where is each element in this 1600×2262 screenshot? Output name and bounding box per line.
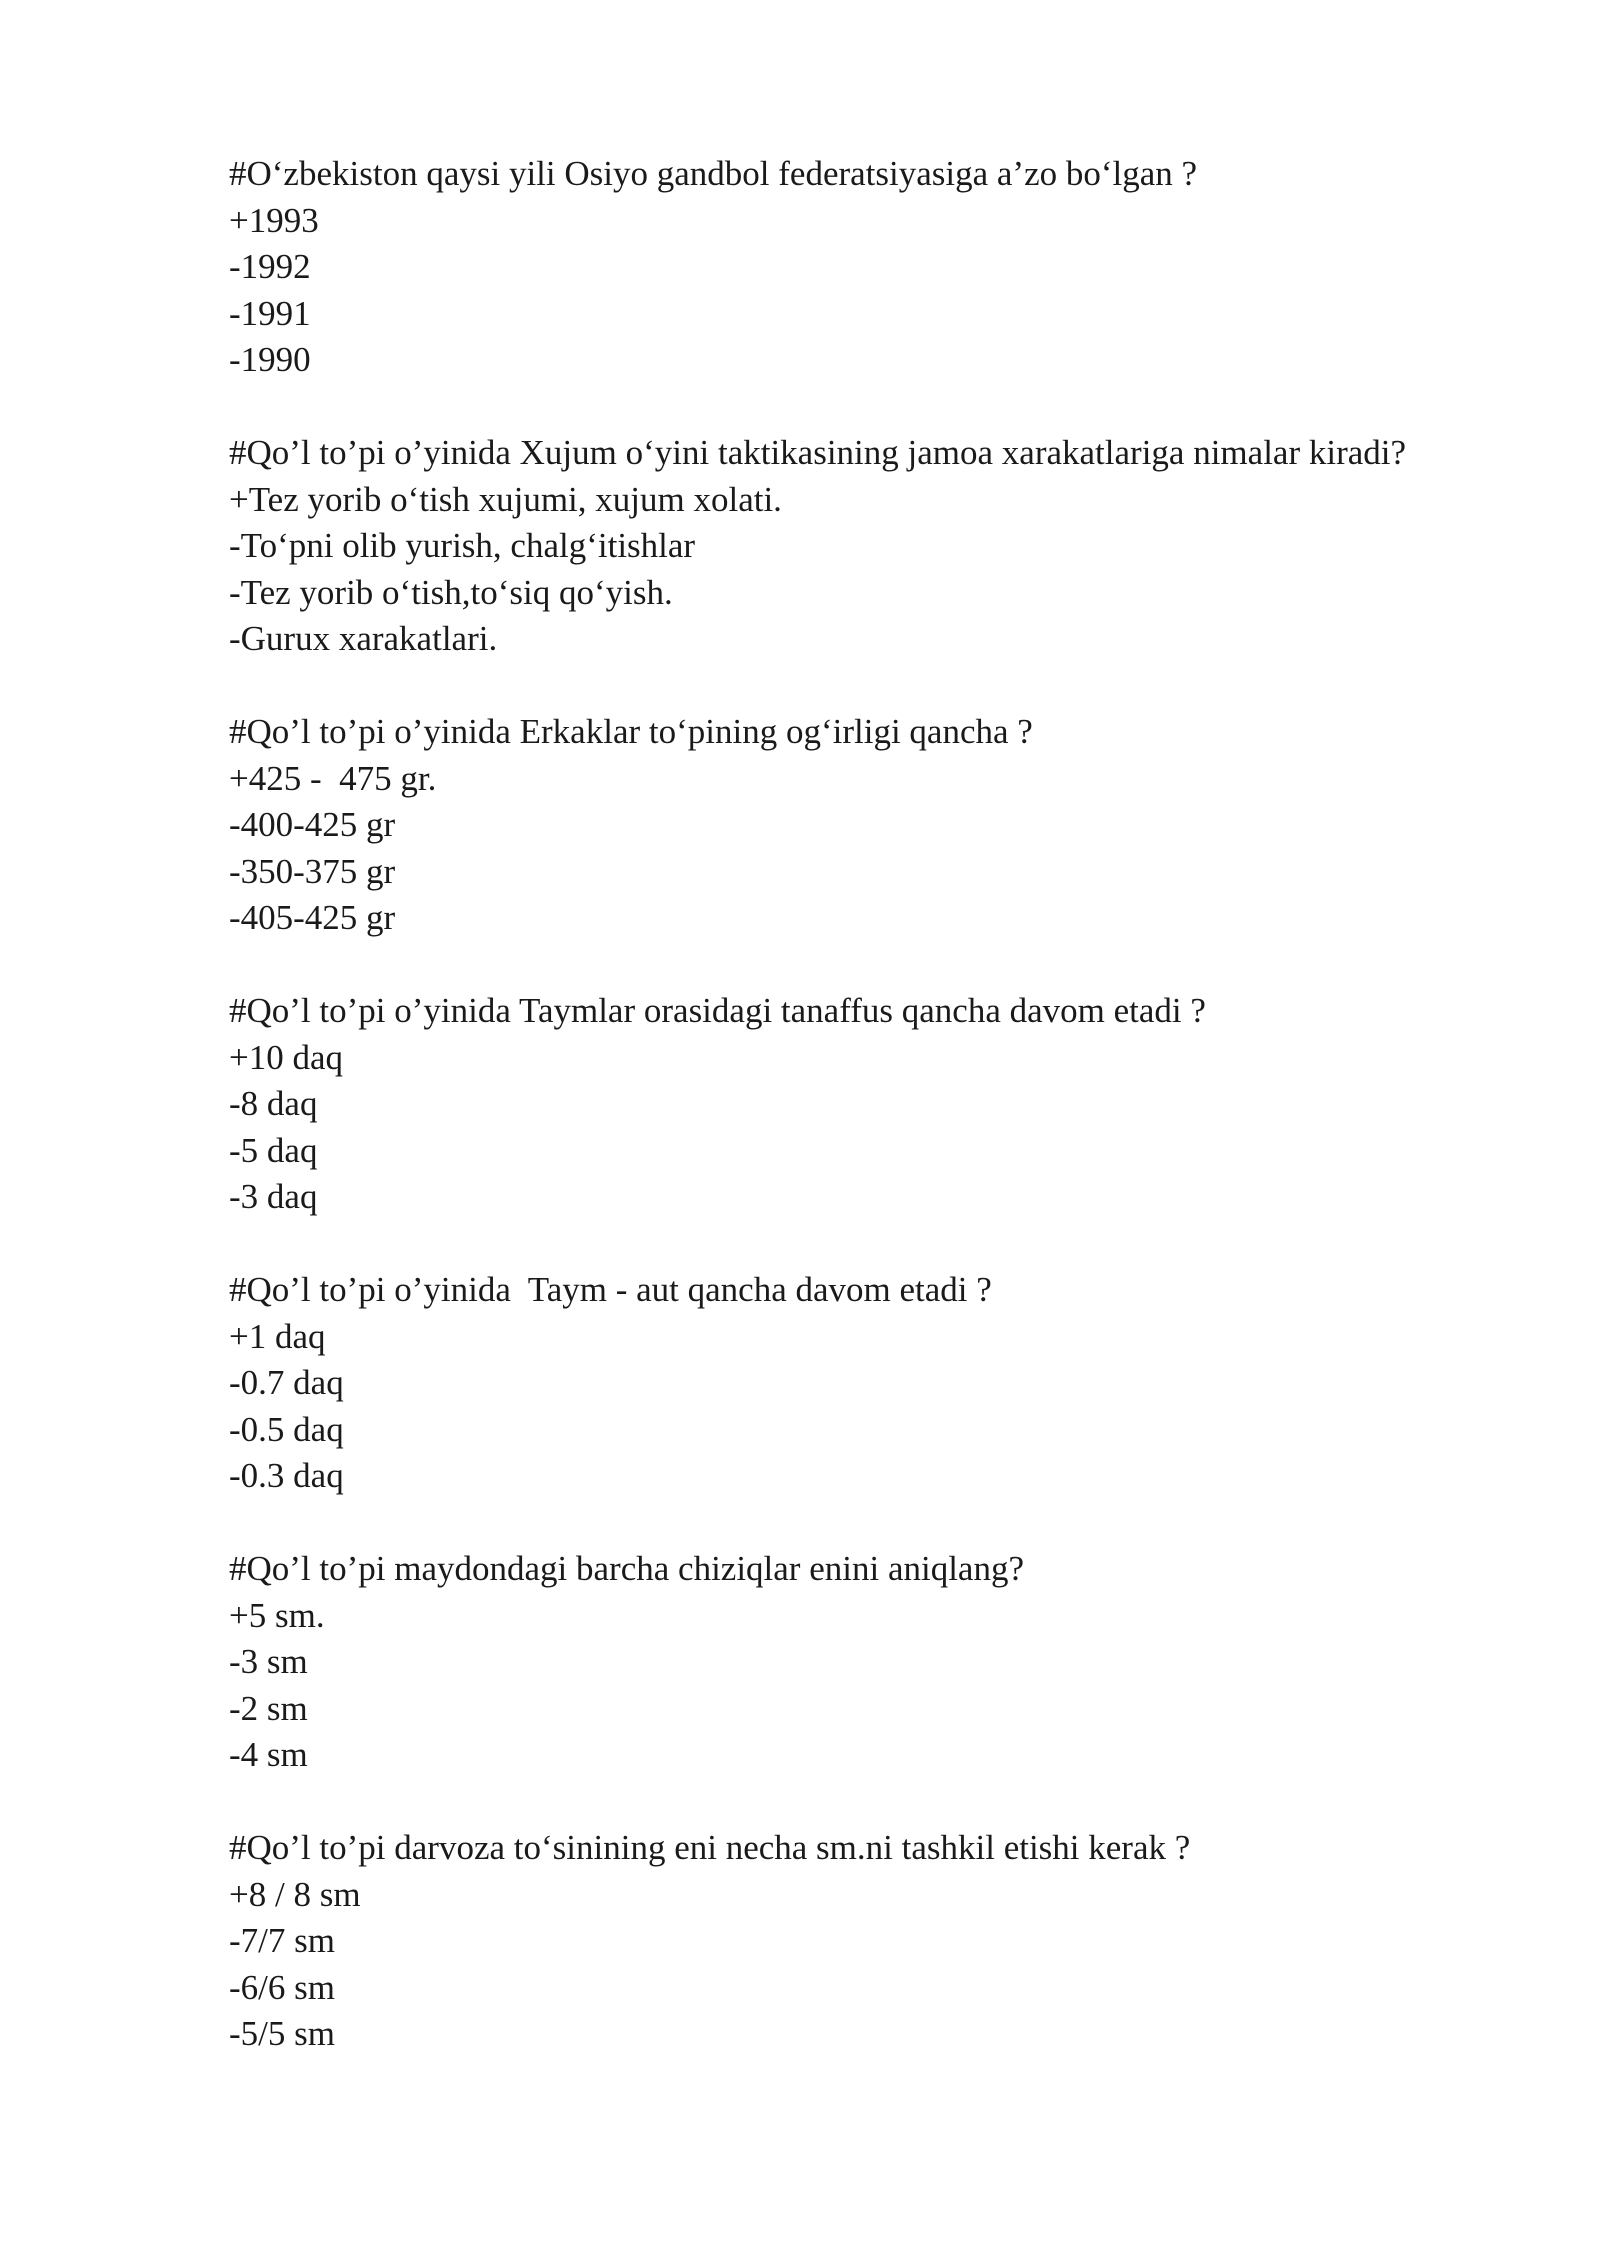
answer-option: +1 daq xyxy=(229,1316,326,1356)
answer-option: -To‘pni olib yurish, chalg‘itishlar xyxy=(229,526,696,565)
answer-option: -8 daq xyxy=(229,1084,318,1123)
answer-option: -5/5 sm xyxy=(229,2014,335,2053)
answer-option: -1992 xyxy=(229,247,311,286)
answer-option: +10 daq xyxy=(229,1037,344,1077)
answer-option: +5 sm. xyxy=(229,1595,325,1635)
answer-option: -5 daq xyxy=(229,1130,318,1170)
question-block xyxy=(229,151,1409,384)
question-text: #Qo’l to’pi darvoza to‘sinining eni necha sm.ni tashkil etishi kerak ? xyxy=(229,1828,1191,1867)
answer-option: +8 / 8 sm xyxy=(229,1874,361,1914)
question-block xyxy=(229,1825,1409,2058)
answer-option: -1991 xyxy=(229,293,311,333)
question-block xyxy=(229,430,1409,663)
answer-option: -0.5 daq xyxy=(229,1409,344,1449)
answer-option: -2 sm xyxy=(229,1688,308,1728)
answer-option: -1990 xyxy=(229,340,311,379)
question-block xyxy=(229,709,1409,942)
answer-option: -3 daq xyxy=(229,1177,318,1216)
answer-option: -0.3 daq xyxy=(229,1456,344,1495)
answer-option: -3 sm xyxy=(229,1642,308,1681)
answer-option: -6/6 sm xyxy=(229,1967,335,2007)
question-block xyxy=(229,1267,1409,1500)
question-text: #Qo’l to’pi o’yinida Erkaklar to‘pining og‘irligi qancha ? xyxy=(229,712,1033,751)
answer-option: -4 sm xyxy=(229,1735,308,1774)
answer-option: -405-425 gr xyxy=(229,898,396,937)
answer-option: +1993 xyxy=(229,200,319,240)
question-block xyxy=(229,988,1409,1221)
quiz-content xyxy=(229,151,1409,2058)
question-text: #Qo’l to’pi o’yinida Xujum o‘yini taktikasining jamoa xarakatlariga nimalar kiradi? xyxy=(229,433,1407,472)
question-text: #Qo’l to’pi maydondagi barcha chiziqlar enini aniqlang? xyxy=(229,1549,1025,1588)
answer-option: -0.7 daq xyxy=(229,1363,344,1402)
question-text: #O‘zbekiston qaysi yili Osiyo gandbol federatsiyasiga a’zo bo‘lgan ? xyxy=(229,154,1198,193)
answer-option: +Tez yorib o‘tish xujumi, xujum xolati. xyxy=(229,479,782,519)
question-block xyxy=(229,1546,1409,1779)
answer-option: -Tez yorib o‘tish,to‘siq qo‘yish. xyxy=(229,572,673,612)
answer-option: -Gurux xarakatlari. xyxy=(229,619,498,658)
answer-option: -350-375 gr xyxy=(229,851,396,891)
answer-option: -400-425 gr xyxy=(229,805,396,844)
answer-option: +425 - 475 gr. xyxy=(229,758,437,798)
question-text: #Qo’l to’pi o’yinida Taym - aut qancha davom etadi ? xyxy=(229,1270,992,1309)
answer-option: -7/7 sm xyxy=(229,1921,335,1960)
question-text: #Qo’l to’pi o’yinida Taymlar orasidagi tanaffus qancha davom etadi ? xyxy=(229,991,1206,1030)
